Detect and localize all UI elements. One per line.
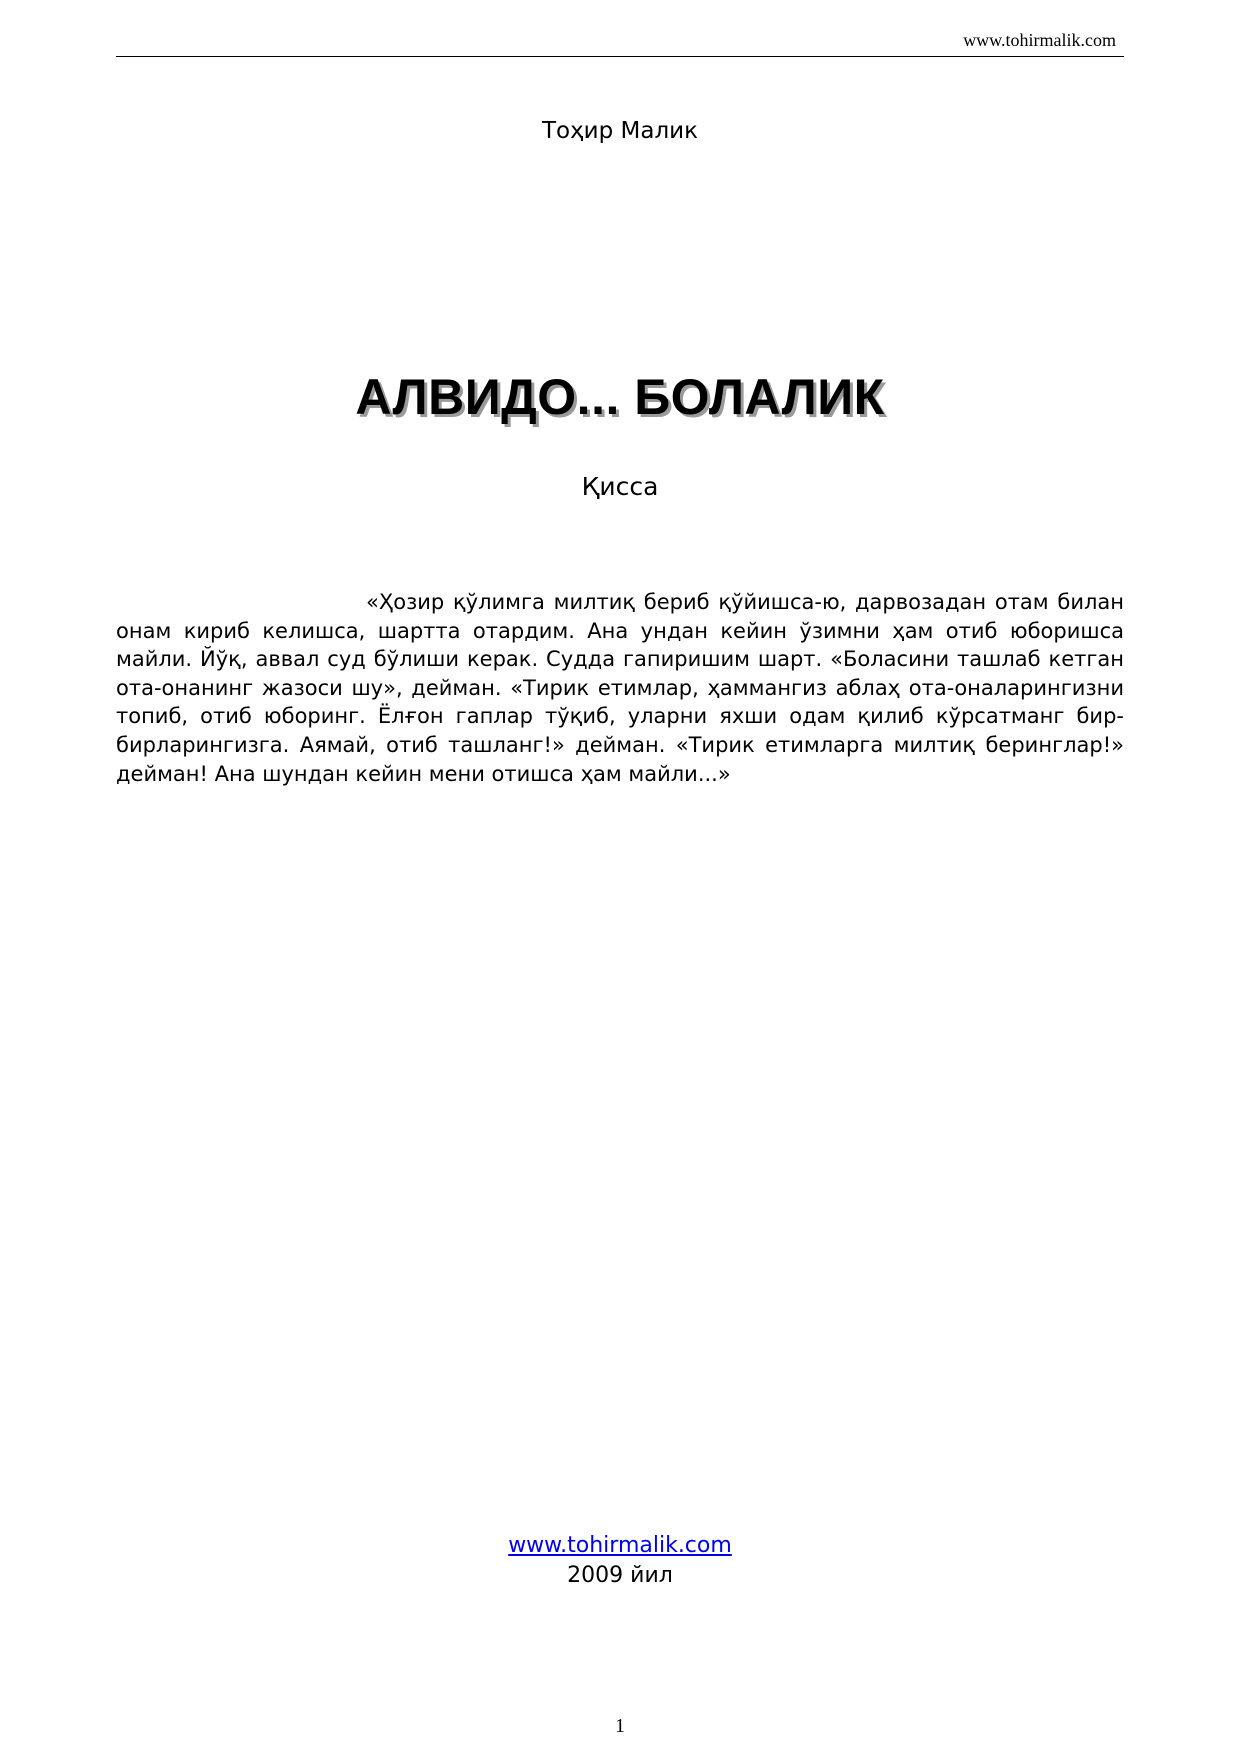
genre-label: Қисса xyxy=(581,472,659,501)
publication-year: 2009 йил xyxy=(567,1563,673,1588)
epigraph-paragraph: «Ҳозир қўлимга милтиқ бериб қўйишса-ю, дарвозадан отам билан онам кириб келишса, шартта отардим. Ана ундан кейин ўзимни ҳам отиб юборишса майли. Йўқ, аввал суд бўлиши керак. Судда гапиришим шарт. «Боласини ташлаб кетган ота-онанинг жазоси шу», дейман. «Тирик етимлар, ҳаммангиз аблаҳ ота-оналарингизни топиб, отиб юборинг. Ёлғон гаплар тўқиб, уларни яхши одам қилиб кўрсатманг бир-бирларингизга. Аямай, отиб ташланг!» дейман. «Тирик етимларга милтиқ беринглар!» дейман! Ана шундан кейин мени отишса ҳам майли...» xyxy=(116,590,1124,786)
website-link[interactable]: www.tohirmalik.com xyxy=(508,1533,732,1558)
header-divider xyxy=(116,56,1124,57)
header-url: www.tohirmalik.com xyxy=(963,30,1116,50)
author-name: Тоҳир Малик xyxy=(541,118,699,144)
book-title: АЛВИДО... БОЛАЛИК xyxy=(355,369,885,425)
footer-link-container xyxy=(0,1533,1240,1558)
page-number: 1 xyxy=(615,1715,625,1737)
